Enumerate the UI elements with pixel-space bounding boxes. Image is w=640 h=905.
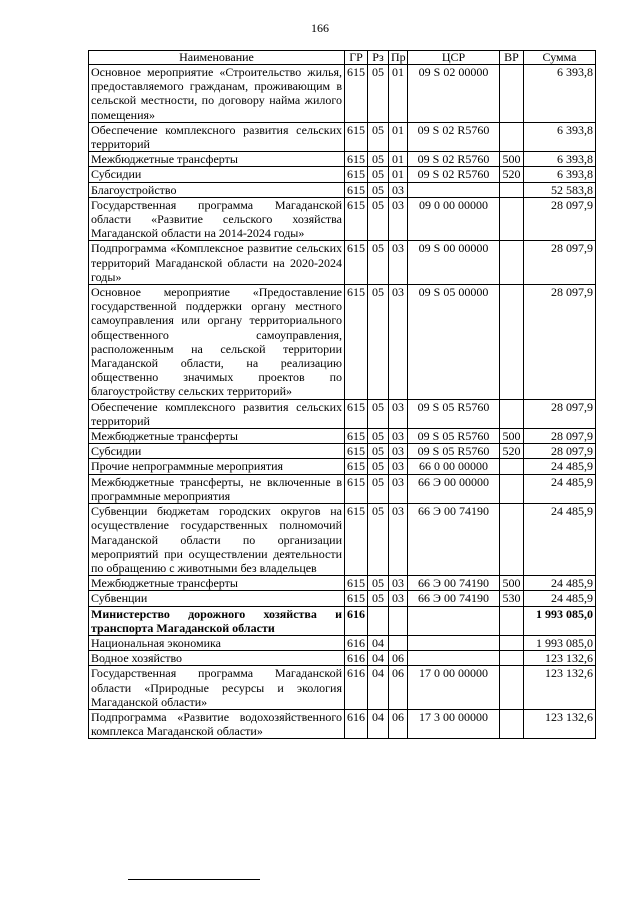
cell-pr: 03 [389, 459, 408, 474]
cell-name: Субсидии [89, 167, 345, 182]
cell-sum: 52 583,8 [524, 182, 596, 197]
table-row [89, 474, 596, 503]
cell-vr: 500 [500, 152, 524, 167]
cell-csr: 66 Э 00 74190 [408, 591, 500, 606]
cell-rz: 04 [368, 666, 389, 710]
cell-gr: 615 [345, 576, 368, 591]
cell-csr: 09 S 02 R5760 [408, 152, 500, 167]
cell-name: Национальная экономика [89, 635, 345, 650]
cell-pr: 06 [389, 709, 408, 738]
cell-sum: 6 393,8 [524, 152, 596, 167]
table-row [89, 666, 596, 710]
header-name: Наименование [89, 51, 345, 65]
cell-csr: 66 0 00 00000 [408, 459, 500, 474]
table-row [89, 504, 596, 576]
cell-gr: 615 [345, 285, 368, 400]
cell-vr [500, 197, 524, 241]
cell-vr: 520 [500, 167, 524, 182]
cell-gr: 615 [345, 241, 368, 285]
cell-sum: 1 993 085,0 [524, 606, 596, 635]
cell-vr: 500 [500, 429, 524, 444]
cell-rz: 05 [368, 167, 389, 182]
cell-vr [500, 182, 524, 197]
cell-name: Государственная программа Магаданской области «Развитие сельского хозяйства Магаданской области на 2014-2024 годы» [89, 197, 345, 241]
cell-rz: 05 [368, 241, 389, 285]
table-row [89, 709, 596, 738]
cell-rz: 05 [368, 504, 389, 576]
header-gr: ГР [345, 51, 368, 65]
cell-vr [500, 709, 524, 738]
cell-name: Подпрограмма «Комплексное развитие сельских территорий Магаданской области на 2020-2024 годы» [89, 241, 345, 285]
cell-csr [408, 606, 500, 635]
cell-pr: 06 [389, 651, 408, 666]
footnote-divider [128, 879, 260, 880]
header-sum: Сумма [524, 51, 596, 65]
cell-csr: 17 0 00 00000 [408, 666, 500, 710]
cell-vr [500, 241, 524, 285]
table-row [89, 152, 596, 167]
cell-gr: 615 [345, 591, 368, 606]
table-row [89, 285, 596, 400]
cell-rz: 05 [368, 122, 389, 151]
cell-sum: 24 485,9 [524, 504, 596, 576]
cell-name: Обеспечение комплексного развития сельских территорий [89, 122, 345, 151]
cell-gr: 615 [345, 65, 368, 123]
table-row [89, 651, 596, 666]
cell-gr: 616 [345, 651, 368, 666]
cell-rz: 05 [368, 152, 389, 167]
table-row [89, 576, 596, 591]
cell-vr [500, 65, 524, 123]
table-header-row [89, 51, 596, 65]
cell-vr [500, 651, 524, 666]
cell-pr: 03 [389, 444, 408, 459]
cell-csr [408, 182, 500, 197]
cell-rz: 05 [368, 444, 389, 459]
table-row [89, 429, 596, 444]
cell-pr: 03 [389, 399, 408, 428]
cell-name: Подпрограмма «Развитие водохозяйственного комплекса Магаданской области» [89, 709, 345, 738]
cell-vr [500, 635, 524, 650]
cell-csr: 09 S 05 R5760 [408, 429, 500, 444]
cell-sum: 28 097,9 [524, 429, 596, 444]
cell-gr: 615 [345, 474, 368, 503]
table-row [89, 241, 596, 285]
cell-pr: 03 [389, 591, 408, 606]
cell-vr [500, 606, 524, 635]
table-body [89, 65, 596, 739]
cell-sum: 6 393,8 [524, 167, 596, 182]
cell-csr: 09 0 00 00000 [408, 197, 500, 241]
cell-csr: 17 3 00 00000 [408, 709, 500, 738]
cell-gr: 615 [345, 152, 368, 167]
cell-pr: 03 [389, 474, 408, 503]
cell-gr: 615 [345, 122, 368, 151]
cell-rz: 05 [368, 459, 389, 474]
cell-rz: 04 [368, 651, 389, 666]
cell-rz: 04 [368, 709, 389, 738]
cell-name: Межбюджетные трансферты [89, 429, 345, 444]
cell-csr: 66 Э 00 74190 [408, 504, 500, 576]
cell-vr [500, 459, 524, 474]
cell-vr [500, 122, 524, 151]
table-row [89, 606, 596, 635]
cell-sum: 1 993 085,0 [524, 635, 596, 650]
cell-name: Государственная программа Магаданской области «Природные ресурсы и экология Магаданской области» [89, 666, 345, 710]
cell-pr: 03 [389, 285, 408, 400]
table-row [89, 65, 596, 123]
cell-sum: 28 097,9 [524, 399, 596, 428]
cell-gr: 616 [345, 635, 368, 650]
cell-sum: 24 485,9 [524, 591, 596, 606]
cell-name: Основное мероприятие «Строительство жилья, предоставляемого гражданам, проживающим в сельской местности, по договору найма жилого помещения» [89, 65, 345, 123]
cell-pr [389, 606, 408, 635]
cell-csr: 09 S 05 R5760 [408, 444, 500, 459]
cell-vr: 500 [500, 576, 524, 591]
cell-gr: 615 [345, 429, 368, 444]
cell-rz: 05 [368, 65, 389, 123]
cell-gr: 615 [345, 167, 368, 182]
cell-sum: 6 393,8 [524, 122, 596, 151]
header-vr: ВР [500, 51, 524, 65]
cell-gr: 615 [345, 197, 368, 241]
cell-sum: 28 097,9 [524, 444, 596, 459]
table-row [89, 167, 596, 182]
cell-name: Межбюджетные трансферты, не включенные в программные мероприятия [89, 474, 345, 503]
table-row [89, 459, 596, 474]
cell-pr: 06 [389, 666, 408, 710]
cell-csr: 09 S 00 00000 [408, 241, 500, 285]
cell-rz: 05 [368, 474, 389, 503]
cell-gr: 615 [345, 504, 368, 576]
cell-csr: 09 S 05 00000 [408, 285, 500, 400]
cell-pr: 01 [389, 167, 408, 182]
table-row [89, 122, 596, 151]
cell-name: Благоустройство [89, 182, 345, 197]
cell-vr [500, 399, 524, 428]
cell-sum: 24 485,9 [524, 474, 596, 503]
table-row [89, 182, 596, 197]
cell-name: Межбюджетные трансферты [89, 576, 345, 591]
cell-pr: 03 [389, 576, 408, 591]
page-number: 166 [311, 21, 329, 35]
cell-pr: 03 [389, 504, 408, 576]
cell-pr: 01 [389, 122, 408, 151]
cell-sum: 123 132,6 [524, 651, 596, 666]
cell-csr: 09 S 02 R5760 [408, 122, 500, 151]
cell-gr: 616 [345, 709, 368, 738]
budget-table [88, 50, 596, 739]
cell-sum: 28 097,9 [524, 241, 596, 285]
cell-csr: 66 Э 00 74190 [408, 576, 500, 591]
cell-csr: 09 S 02 R5760 [408, 167, 500, 182]
cell-name: Прочие непрограммные мероприятия [89, 459, 345, 474]
table-row [89, 444, 596, 459]
cell-gr: 615 [345, 399, 368, 428]
cell-gr: 615 [345, 182, 368, 197]
cell-vr: 520 [500, 444, 524, 459]
cell-rz [368, 606, 389, 635]
cell-csr: 66 Э 00 00000 [408, 474, 500, 503]
cell-pr: 03 [389, 241, 408, 285]
cell-pr: 01 [389, 65, 408, 123]
cell-vr [500, 504, 524, 576]
cell-csr [408, 651, 500, 666]
cell-csr [408, 635, 500, 650]
cell-vr [500, 285, 524, 400]
cell-csr: 09 S 05 R5760 [408, 399, 500, 428]
cell-gr: 615 [345, 444, 368, 459]
cell-pr: 03 [389, 197, 408, 241]
table-row [89, 197, 596, 241]
cell-sum: 6 393,8 [524, 65, 596, 123]
cell-name: Обеспечение комплексного развития сельских территорий [89, 399, 345, 428]
cell-pr: 03 [389, 429, 408, 444]
header-pr: Пр [389, 51, 408, 65]
cell-rz: 05 [368, 591, 389, 606]
table-row [89, 591, 596, 606]
cell-rz: 05 [368, 429, 389, 444]
cell-vr: 530 [500, 591, 524, 606]
cell-name: Водное хозяйство [89, 651, 345, 666]
table-row [89, 635, 596, 650]
cell-vr [500, 666, 524, 710]
cell-sum: 123 132,6 [524, 709, 596, 738]
cell-gr: 615 [345, 459, 368, 474]
cell-rz: 05 [368, 576, 389, 591]
cell-sum: 123 132,6 [524, 666, 596, 710]
cell-csr: 09 S 02 00000 [408, 65, 500, 123]
cell-rz: 05 [368, 285, 389, 400]
cell-gr: 616 [345, 666, 368, 710]
cell-sum: 28 097,9 [524, 197, 596, 241]
cell-name: Субсидии [89, 444, 345, 459]
cell-pr: 03 [389, 182, 408, 197]
cell-name: Основное мероприятие «Предоставление государственной поддержки органу местного самоуправления или органу территориального общественного самоуправления, расположенным на сельской территории Магаданской области, на реализацию общественно значимых проектов по благоустройству сельских территорий» [89, 285, 345, 400]
cell-sum: 24 485,9 [524, 576, 596, 591]
cell-pr [389, 635, 408, 650]
cell-rz: 05 [368, 197, 389, 241]
cell-rz: 04 [368, 635, 389, 650]
cell-name: Субвенции [89, 591, 345, 606]
cell-rz: 05 [368, 399, 389, 428]
cell-pr: 01 [389, 152, 408, 167]
header-csr: ЦСР [408, 51, 500, 65]
table-row [89, 399, 596, 428]
cell-sum: 24 485,9 [524, 459, 596, 474]
cell-name: Субвенции бюджетам городских округов на осуществление государственных полномочий Магаданской области по организации мероприятий при осуществлении деятельности по обращению с животными без владельцев [89, 504, 345, 576]
cell-name: Министерство дорожного хозяйства и транспорта Магаданской области [89, 606, 345, 635]
header-rz: Рз [368, 51, 389, 65]
cell-name: Межбюджетные трансферты [89, 152, 345, 167]
cell-vr [500, 474, 524, 503]
cell-rz: 05 [368, 182, 389, 197]
cell-sum: 28 097,9 [524, 285, 596, 400]
cell-gr: 616 [345, 606, 368, 635]
